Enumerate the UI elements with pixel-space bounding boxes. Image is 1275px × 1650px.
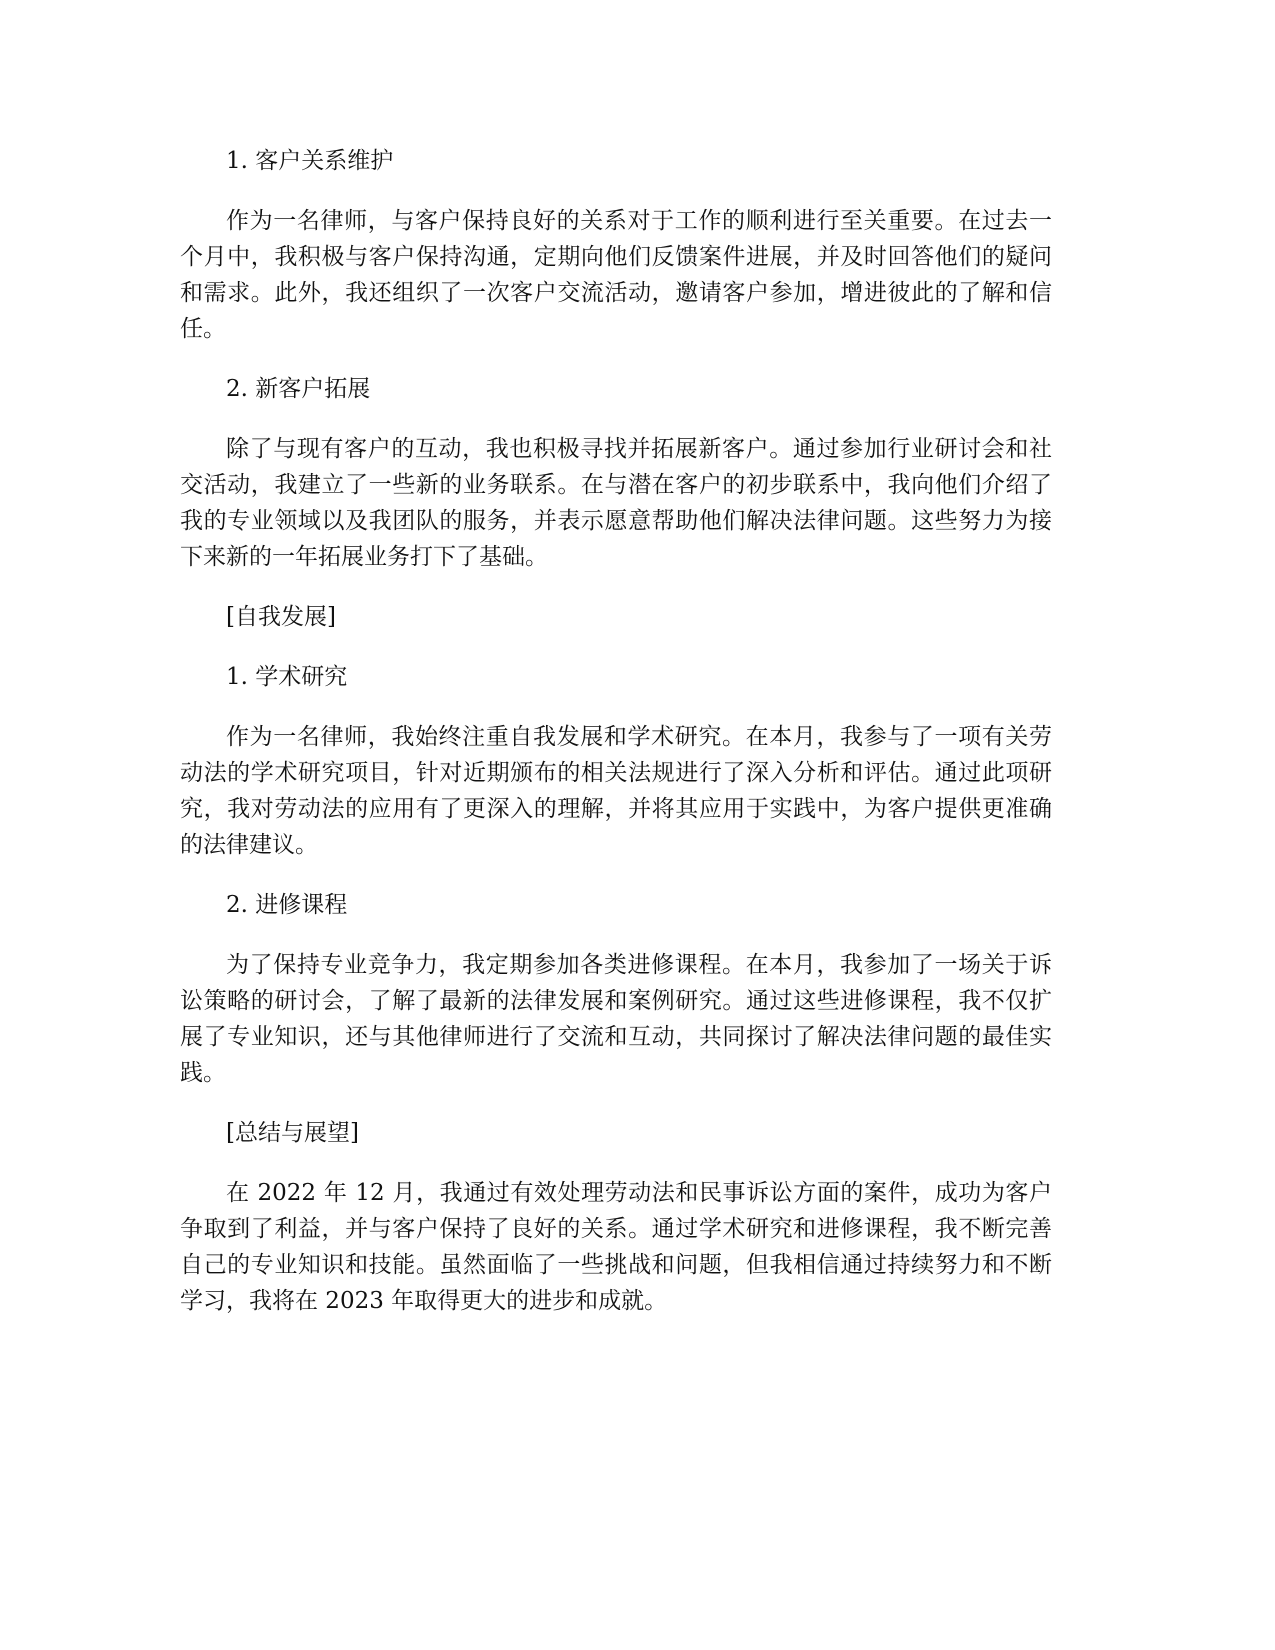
section-heading-new-clients: 2. 新客户拓展: [226, 376, 371, 402]
paragraph-courses: 为了保持专业竞争力，我定期参加各类进修课程。在本月，我参加了一场关于诉讼策略的研讨会，了解了最新的法律发展和案例研究。通过这些进修课程，我不仅扩展了专业知识，还与其他律师进行了交流和互动，共同探讨了解决法律问题的最佳实践。: [180, 952, 1052, 1086]
paragraph-new-clients: 除了与现有客户的互动，我也积极寻找并拓展新客户。通过参加行业研讨会和社交活动，我建立了一些新的业务联系。在与潜在客户的初步联系中，我向他们介绍了我的专业领域以及我团队的服务，并表示愿意帮助他们解决法律问题。这些努力为接下来新的一年拓展业务打下了基础。: [180, 436, 1052, 570]
section-heading-academic-research: 1. 学术研究: [226, 664, 348, 690]
document-body: [180, 143, 1052, 1343]
section-title-self-development: [自我发展]: [226, 604, 336, 630]
paragraph-client-relations: 作为一名律师，与客户保持良好的关系对于工作的顺利进行至关重要。在过去一个月中，我积极与客户保持沟通，定期向他们反馈案件进展，并及时回答他们的疑问和需求。此外，我还组织了一次客户交流活动，邀请客户参加，增进彼此的了解和信任。: [180, 208, 1052, 342]
paragraph-academic-research: 作为一名律师，我始终注重自我发展和学术研究。在本月，我参与了一项有关劳动法的学术研究项目，针对近期颁布的相关法规进行了深入分析和评估。通过此项研究，我对劳动法的应用有了更深入的理解，并将其应用于实践中，为客户提供更准确的法律建议。: [180, 724, 1052, 858]
section-heading-courses: 2. 进修课程: [226, 892, 348, 918]
paragraph-summary: 在 2022 年 12 月，我通过有效处理劳动法和民事诉讼方面的案件，成功为客户争取到了利益，并与客户保持了良好的关系。通过学术研究和进修课程，我不断完善自己的专业知识和技能。虽然面临了一些挑战和问题，但我相信通过持续努力和不断学习，我将在 2023 年取得更大的进步和成就。: [180, 1180, 1052, 1314]
section-heading-client-relations: 1. 客户关系维护: [226, 148, 394, 174]
section-title-summary: [总结与展望]: [226, 1120, 359, 1146]
